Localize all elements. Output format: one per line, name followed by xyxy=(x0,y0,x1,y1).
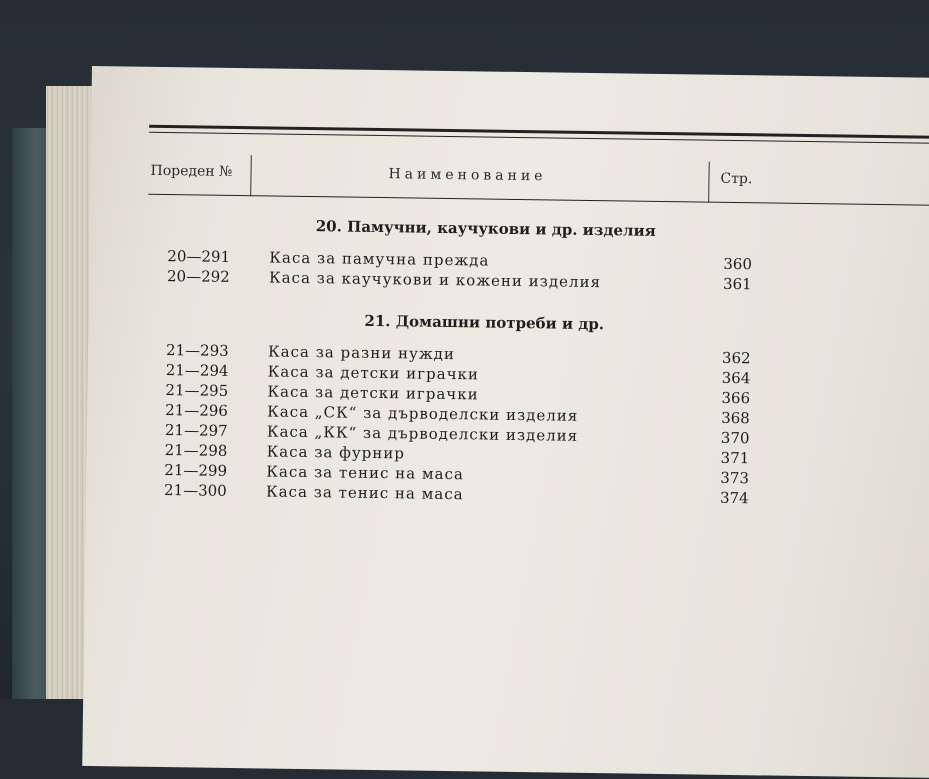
entry-page: 371 xyxy=(720,448,750,468)
entry-number: 20—292 xyxy=(166,267,230,286)
entry-page: 373 xyxy=(720,468,750,488)
entry-name: Каса за разни нужди xyxy=(267,342,456,364)
entry-page: 361 xyxy=(722,274,752,294)
entry-page: 374 xyxy=(719,488,749,508)
entry-number: 21—293 xyxy=(165,341,229,360)
entry-number: 21—297 xyxy=(164,421,228,440)
entry-page: 360 xyxy=(723,254,753,274)
header-name-column: Наименование xyxy=(388,166,547,185)
entry-name: Каса за детски играчки xyxy=(267,362,480,384)
entry-number: 21—296 xyxy=(165,401,229,420)
entry-number: 21—299 xyxy=(164,461,228,480)
entry-page: 370 xyxy=(720,428,750,448)
entry-page: 366 xyxy=(721,388,751,408)
section-title: 20. Памучни, каучукови и др. изделия xyxy=(315,217,656,240)
entry-name: Каса за тенис на маса xyxy=(266,462,465,484)
entry-number: 21—294 xyxy=(165,361,229,380)
header-column-divider xyxy=(250,155,252,196)
section-title: 21. Домашни потреби и др. xyxy=(364,311,605,334)
header-bottom-rule xyxy=(148,194,929,207)
entry-page: 362 xyxy=(721,348,751,368)
header-column-divider xyxy=(708,162,710,203)
entry-name: Каса за каучукови и кожени изделия xyxy=(268,268,602,292)
entry-number: 20—291 xyxy=(167,247,231,266)
entry-name: Каса за памучна прежда xyxy=(269,248,490,270)
entry-name: Каса „СК“ за дърводелски изделия xyxy=(267,402,579,425)
book-page xyxy=(82,66,929,778)
entry-name: Каса за фурнир xyxy=(266,442,406,463)
header-number-column: Пореден № xyxy=(150,162,233,180)
entry-page: 368 xyxy=(721,408,750,428)
entry-number: 21—298 xyxy=(164,441,228,460)
entry-number: 21—300 xyxy=(163,481,227,500)
entry-name: Каса за тенис на маса xyxy=(265,482,464,504)
header-page-column: Стр. xyxy=(720,170,753,188)
entry-name: Каса „КК“ за дърводелски изделия xyxy=(266,422,579,445)
entry-number: 21—295 xyxy=(165,381,229,400)
entry-name: Каса за детски играчки xyxy=(267,382,479,404)
entry-page: 364 xyxy=(721,368,751,388)
